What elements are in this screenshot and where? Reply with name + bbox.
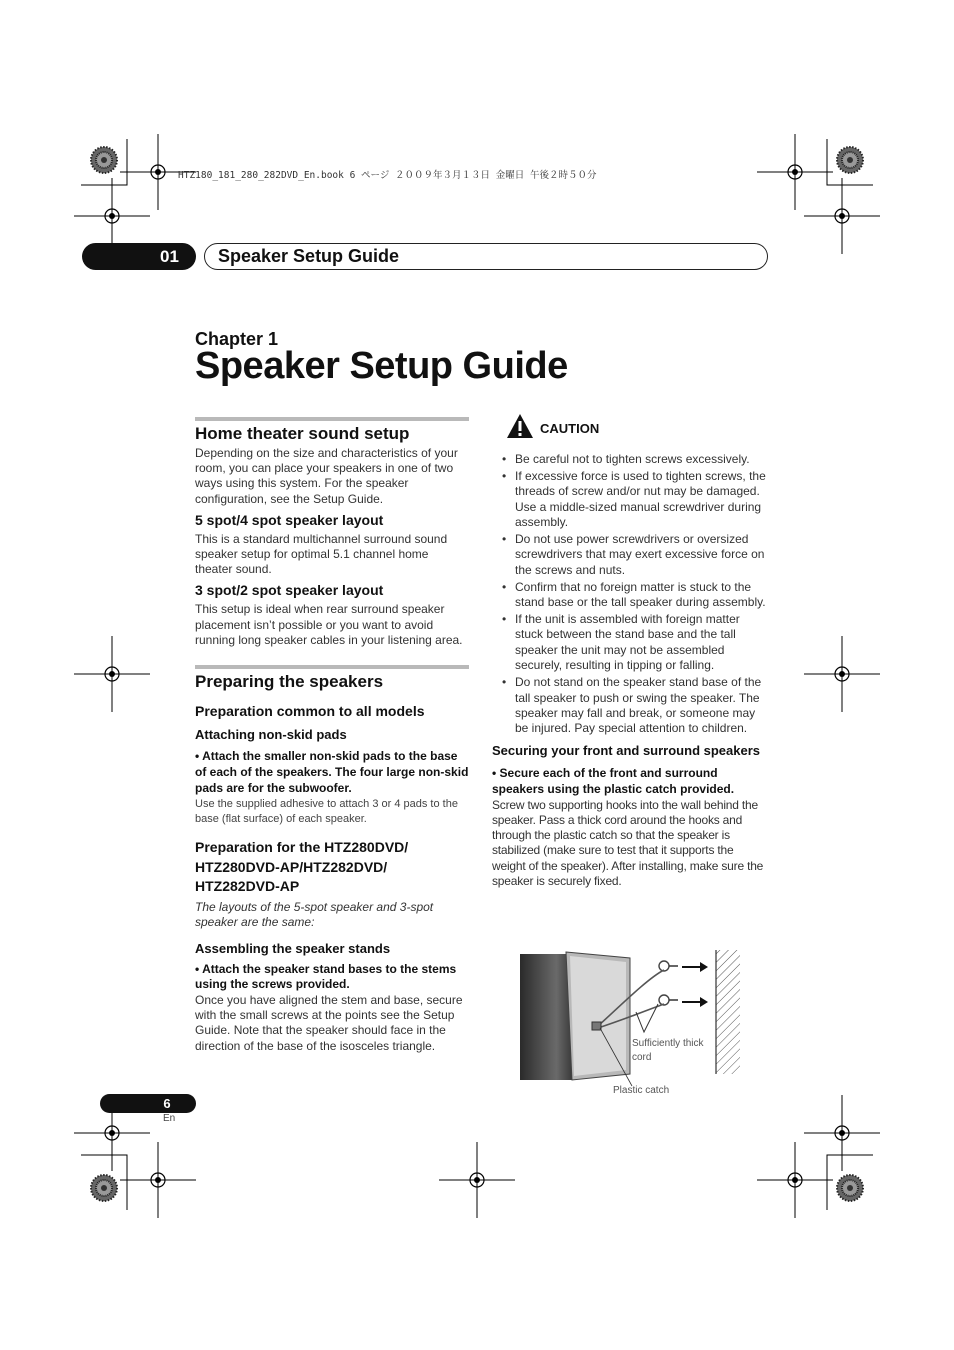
- layout3-text: This setup is ideal when rear surround speaker placement isn’t possible or you want to avoid running long speaker cables in your listening area.: [195, 602, 463, 647]
- stands-heading: Assembling the speaker stands: [195, 940, 391, 956]
- caution-item: • Be careful not to tighten screws excessively.: [492, 452, 767, 467]
- pads-bullet: • Attach the smaller non-skid pads to the base of each of the speakers. The four large non-skid pads are for the subwoofer.: [195, 749, 469, 796]
- stands-text: Once you have aligned the stem and base, secure with the small screws at the points see the Setup Guide. Note that the speaker should face in the direction of the base of the isosceles triangle.: [195, 992, 463, 1053]
- cord-label-line1: Sufficiently thick: [632, 1038, 704, 1049]
- caution-label: CAUTION: [540, 421, 600, 436]
- page-number-pill: [100, 1094, 196, 1113]
- pads-note: Use the supplied adhesive to attach 3 or 4 pads to the base (flat surface) of each speaker.: [195, 798, 458, 826]
- chapter-label: Chapter 1: [195, 329, 279, 349]
- left-column: [195, 417, 469, 1054]
- caution-item: • If the unit is assembled with foreign matter stuck between the stand base and the tall speaker the unit may not be assembled securely, resulting in tipping or falling.: [492, 612, 767, 674]
- arrow-right-icon: [682, 962, 708, 972]
- caution-item: • If excessive force is used to tighten screws, the threads of screw and/or nut may be damaged. Use a middle-sized manual screwdriver during assembly.: [492, 469, 767, 531]
- securing-bullet: • Secure each of the front and surround speakers using the plastic catch provided.: [492, 765, 735, 796]
- page-title: Speaker Setup Guide: [195, 345, 568, 387]
- section-rule: [195, 417, 469, 421]
- preparing-heading: Preparing the speakers: [195, 672, 384, 692]
- caution-item: • Do not stand on the speaker stand base of the tall speaker to push or swing the speaker. The speaker may fall and break, or someone may be injured. Pay special attention to children.: [492, 675, 767, 737]
- catch-label: Plastic catch: [613, 1085, 670, 1096]
- arrow-right-icon: [682, 997, 708, 1007]
- warning-triangle-icon: [506, 413, 534, 444]
- caution-list: [492, 452, 767, 737]
- print-header: HTZ180_181_280_282DVD_En.book 6 ページ ２００９年３月１３日 金曜日 午後２時５０分: [178, 170, 597, 181]
- page-number: 6: [163, 1096, 171, 1111]
- right-column: [492, 413, 767, 889]
- section-title: Speaker Setup Guide: [218, 246, 400, 266]
- page-language: En: [163, 1113, 176, 1124]
- securing-text: Screw two supporting hooks into the wall behind the speaker. Pass a thick cord around the hooks and through the plastic catch so that the speaker is stabilized (make sure to test that it supports the weight of the speaker). After installing, make sure the speaker is securely fixed.: [492, 797, 764, 888]
- stands-bullet: • Attach the speaker stand bases to the stems using the screws provided.: [195, 961, 457, 991]
- speaker-diagram: [518, 948, 748, 1088]
- layout3-heading: 3 spot/2 spot speaker layout: [195, 582, 384, 599]
- home-theater-heading: Home theater sound setup: [195, 424, 410, 443]
- caution-item: • Confirm that no foreign matter is stuck to the stand base or the tall speaker during assembly.: [492, 580, 767, 611]
- pads-heading: Attaching non-skid pads: [195, 727, 347, 743]
- htz-heading: Preparation for the HTZ280DVD/ HTZ280DVD-AP/HTZ282DVD/ HTZ282DVD-AP: [195, 839, 409, 895]
- cord-label-line2: cord: [632, 1052, 652, 1063]
- layout5-text: This is a standard multichannel surround sound speaker setup for optimal 5.1 channel home theater sound.: [195, 531, 448, 577]
- caution-item: • Do not use power screwdrivers or oversized screwdrivers that may exert excessive force on the screws and nuts.: [492, 532, 767, 578]
- htz-note: The layouts of the 5-spot speaker and 3-spot speaker are the same:: [195, 899, 434, 929]
- common-heading: Preparation common to all models: [195, 703, 425, 720]
- section-rule: [195, 665, 469, 669]
- speaker-illustration: [518, 948, 748, 1088]
- securing-heading: Securing your front and surround speakers: [492, 742, 760, 758]
- home-theater-intro: Depending on the size and characteristics of your room, you can place your speakers in one of two ways using this system. For the speaker configuration, see the Setup Guide.: [195, 446, 458, 506]
- cord-label: [632, 1037, 704, 1065]
- layout5-heading: 5 spot/4 spot speaker layout: [195, 511, 384, 528]
- caution-header: [506, 413, 767, 444]
- section-number: 01: [160, 247, 179, 266]
